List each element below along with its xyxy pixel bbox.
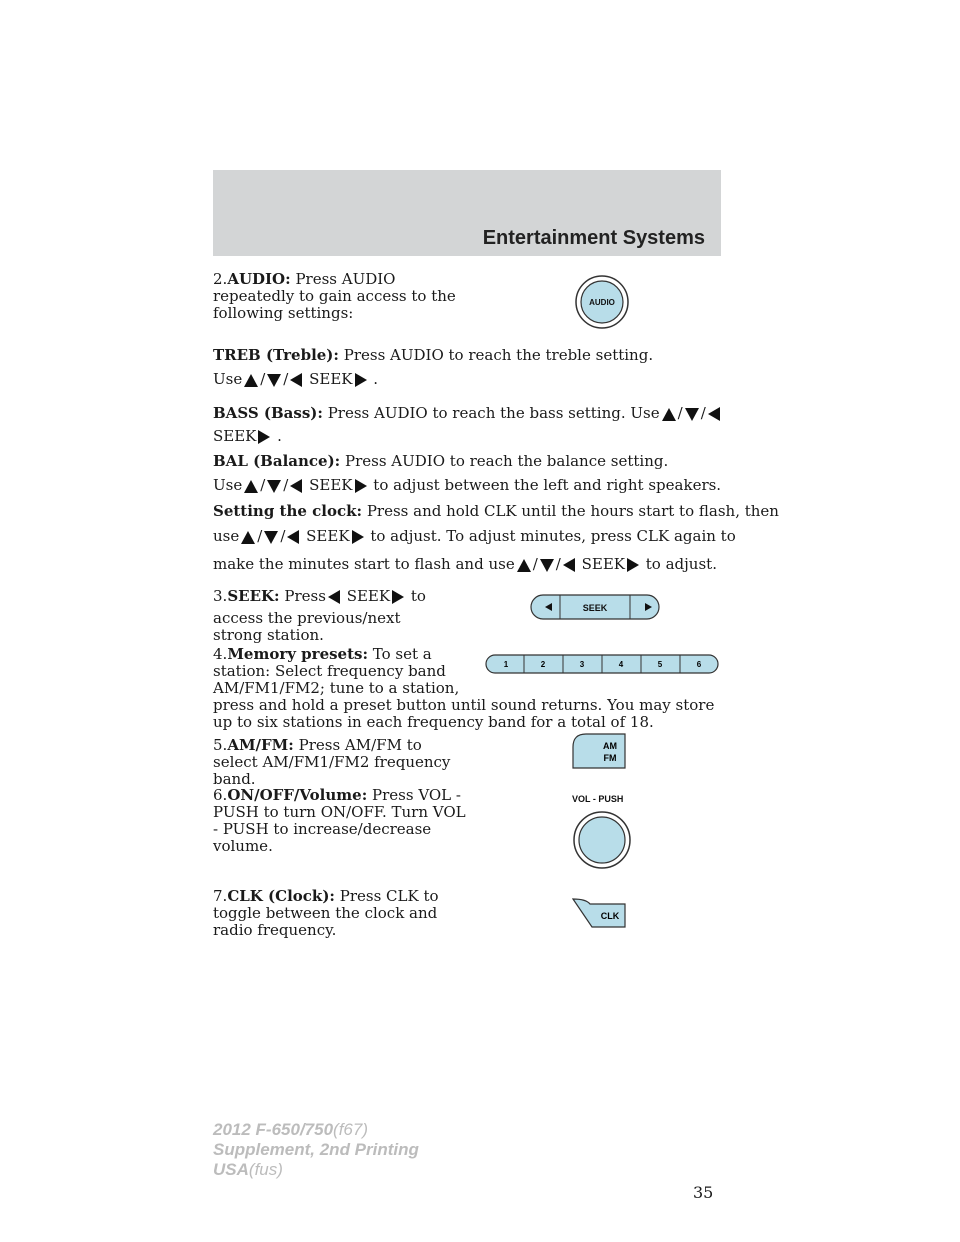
clock-set-line-2: use / / SEEK to adjust. To adjust minutes, press CLK again to bbox=[213, 527, 736, 545]
clock-set-line-3: make the minutes start to flash and use / / SEEK to adjust. bbox=[213, 555, 717, 573]
arrow-down-icon bbox=[267, 374, 281, 387]
bass-line-1: BASS (Bass): Press AUDIO to reach the bass setting. Use / / bbox=[213, 405, 722, 422]
footer-line-2: Supplement, 2nd Printing bbox=[213, 1140, 419, 1159]
seek-button-illustration bbox=[530, 594, 660, 620]
arrow-right-icon bbox=[392, 590, 404, 604]
arrow-right-icon bbox=[627, 558, 639, 572]
treble-paragraph: TREB (Treble): Press AUDIO to reach the treble setting. bbox=[213, 346, 654, 364]
balance-line-2: Use / / SEEK to adjust between the left and right speakers. bbox=[213, 476, 722, 494]
preset-4-label: 4 bbox=[618, 660, 624, 669]
balance-line-1: BAL (Balance): Press AUDIO to reach the balance setting. bbox=[213, 452, 669, 470]
presets-line-2: press and hold a preset button until sound returns. You may store up to six stations in each frequency band for a total of 18. bbox=[213, 696, 715, 731]
preset-buttons-illustration bbox=[485, 654, 720, 674]
preset-3-label: 3 bbox=[579, 660, 585, 669]
clk-button-label: CLK bbox=[600, 911, 620, 921]
audio-button-label: AUDIO bbox=[589, 298, 615, 307]
arrow-up-icon bbox=[241, 531, 255, 544]
clk-paragraph: 7.CLK (Clock): Press CLK to toggle between the clock and radio frequency. bbox=[213, 887, 439, 939]
arrow-down-icon bbox=[540, 559, 554, 572]
audio-button-illustration bbox=[574, 274, 630, 330]
clk-button-illustration bbox=[572, 898, 626, 928]
seek-button-label: SEEK bbox=[582, 603, 608, 613]
presets-line-1: 4.Memory presets: To set a station: Select frequency band AM/FM1/FM2; tune to a station, bbox=[213, 645, 460, 697]
seek-line-2: access the previous/next strong station. bbox=[213, 609, 401, 644]
arrow-right-icon bbox=[258, 430, 270, 444]
vol-push-label: VOL - PUSH bbox=[572, 794, 624, 804]
treble-controls-line: Use / / SEEK . bbox=[213, 370, 379, 388]
footer-line-1: 2012 F-650/750(f67) bbox=[213, 1120, 369, 1139]
am-label: AM bbox=[603, 741, 617, 751]
section-header bbox=[213, 170, 721, 256]
section-title: Entertainment Systems bbox=[482, 227, 705, 249]
arrow-right-icon bbox=[352, 530, 364, 544]
arrow-down-icon bbox=[264, 531, 278, 544]
footer-line-3: USA(fus) bbox=[213, 1160, 283, 1179]
amfm-button-illustration bbox=[572, 733, 626, 769]
amfm-paragraph: 5.AM/FM: Press AM/FM to select AM/FM1/FM2 frequency band. bbox=[213, 736, 451, 788]
arrow-up-icon bbox=[244, 374, 258, 387]
arrow-up-icon bbox=[244, 480, 258, 493]
arrow-left-icon bbox=[287, 530, 299, 544]
seek-line-1: 3.SEEK: Press SEEK to bbox=[213, 587, 426, 605]
arrow-down-icon bbox=[267, 480, 281, 493]
bass-line-2: SEEK . bbox=[213, 427, 282, 445]
preset-2-label: 2 bbox=[540, 660, 546, 669]
preset-1-label: 1 bbox=[503, 660, 509, 669]
arrow-right-icon bbox=[355, 373, 367, 387]
arrow-left-icon bbox=[328, 590, 340, 604]
preset-6-label: 6 bbox=[696, 660, 702, 669]
clock-set-line-1: Setting the clock: Press and hold CLK until the hours start to flash, then bbox=[213, 502, 779, 520]
arrow-up-icon bbox=[662, 408, 676, 421]
arrow-left-icon bbox=[290, 479, 302, 493]
arrow-left-icon bbox=[708, 407, 720, 421]
preset-5-label: 5 bbox=[657, 660, 663, 669]
fm-label: FM bbox=[603, 753, 617, 763]
page-number: 35 bbox=[693, 1183, 714, 1202]
arrow-right-icon bbox=[355, 479, 367, 493]
volume-paragraph: 6.ON/OFF/Volume: Press VOL - PUSH to turn ON/OFF. Turn VOL - PUSH to increase/decrease volume. bbox=[213, 786, 466, 855]
arrow-up-icon bbox=[517, 559, 531, 572]
volume-knob-illustration bbox=[572, 810, 632, 870]
arrow-left-icon bbox=[290, 373, 302, 387]
arrow-down-icon bbox=[685, 408, 699, 421]
arrow-left-icon bbox=[563, 558, 575, 572]
audio-paragraph: 2.AUDIO: Press AUDIO repeatedly to gain access to the following settings: bbox=[213, 270, 456, 322]
